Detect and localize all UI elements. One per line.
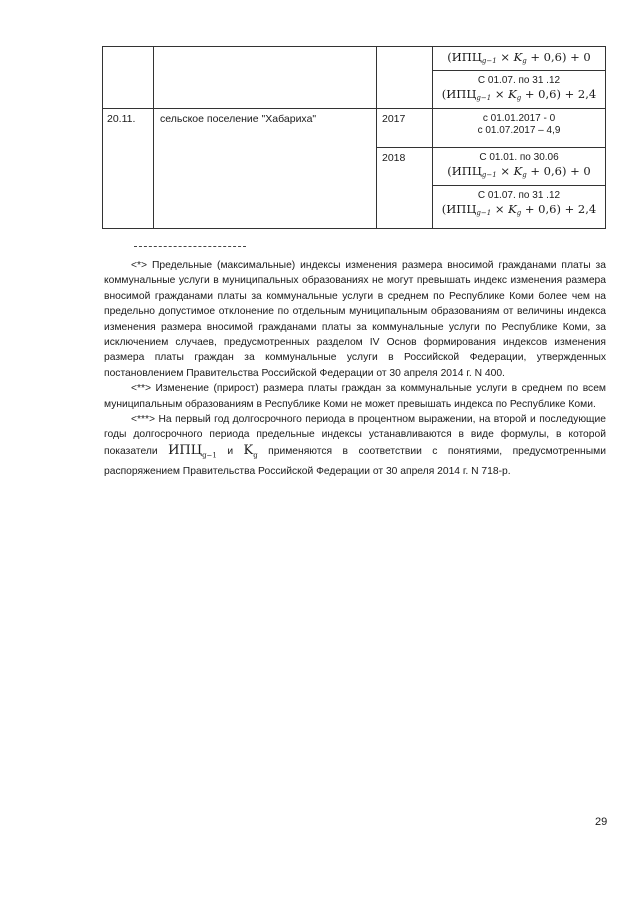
period-label: С 01.01. по 30.06	[479, 152, 559, 163]
period-label: с 01.07.2017 – 4,9	[477, 125, 561, 136]
k-symbol: $K_g$	[243, 442, 258, 460]
footnote-1: <*> Предельные (максимальные) индексы изменения размера вносимой гражданами платы за коммунальные услуги в муниципальных образованиях не могут превышать индекс изменения размера вносимой гражданами платы за коммунальные услуги в среднем по Республике Коми более чем на предельно допустимое отклонение по отдельным муниципальным образованиям от величины индекса изменения размера вносимой гражданами платы за коммунальные услуги по Республике Коми, за исключением случаев, предусмотренных разделом IV Основ формирования индексов изменения размера платы граждан за коммунальные услуги в Российской Федерации, утвержденных постановлением Правительства Российской Федерации от 30 апреля 2014 г. N 400.	[104, 260, 606, 379]
table-cell	[103, 47, 154, 109]
year-cell: 2018	[377, 148, 433, 229]
index-table	[102, 46, 606, 229]
page-number: 29	[595, 816, 608, 828]
table-row	[103, 47, 606, 71]
footnote-3: <***> На первый год долгосрочного периода в процентном выражении, на второй и последующие годы долгосрочного периода предельные индексы устанавливаются в виде формулы, в которой показатели $ИПЦ_{g-1}$ и $K_g$ применяются в соответствии с понятиями, предусмотренными распоряжением Правительства Российской Федерации от 30 апреля 2014 г. N 718-р.	[104, 414, 606, 477]
table-cell	[433, 109, 606, 148]
index-formula: $(ИПЦ_{g-1} \times K_g + 0,6) + 0$	[447, 50, 591, 65]
table-cell	[433, 148, 606, 186]
period-label: С 01.07. по 31 .12	[477, 190, 561, 201]
index-formula: $(ИПЦ_{g-1} \times K_g + 0,6) + 2,4$	[441, 87, 597, 102]
settlement-name: сельское поселение "Хабариха"	[154, 109, 377, 229]
footnote-separator	[134, 246, 246, 247]
table-cell	[377, 47, 433, 109]
table-cell	[433, 47, 606, 71]
index-formula: $(ИПЦ_{g-1} \times K_g + 0,6) + 0$	[447, 164, 591, 179]
year-cell: 2017	[377, 109, 433, 148]
period-label: с 01.01.2017 - 0	[482, 113, 556, 124]
table-cell	[433, 71, 606, 109]
footnotes	[104, 258, 606, 479]
period-label: С 01.07. по 31 .12	[477, 75, 561, 86]
row-number: 20.11.	[103, 109, 154, 229]
table-cell	[154, 47, 377, 109]
footnote-2: <**> Изменение (прирост) размера платы граждан за коммунальные услуги в среднем по всем муниципальным образованиям в Республике Коми не может превышать индекса по Республике Коми.	[104, 383, 606, 410]
table-cell	[433, 186, 606, 229]
table-row	[103, 109, 606, 148]
index-formula: $(ИПЦ_{g-1} \times K_g + 0,6) + 2,4$	[441, 202, 597, 217]
ipc-symbol: $ИПЦ_{g-1}$	[168, 442, 217, 460]
